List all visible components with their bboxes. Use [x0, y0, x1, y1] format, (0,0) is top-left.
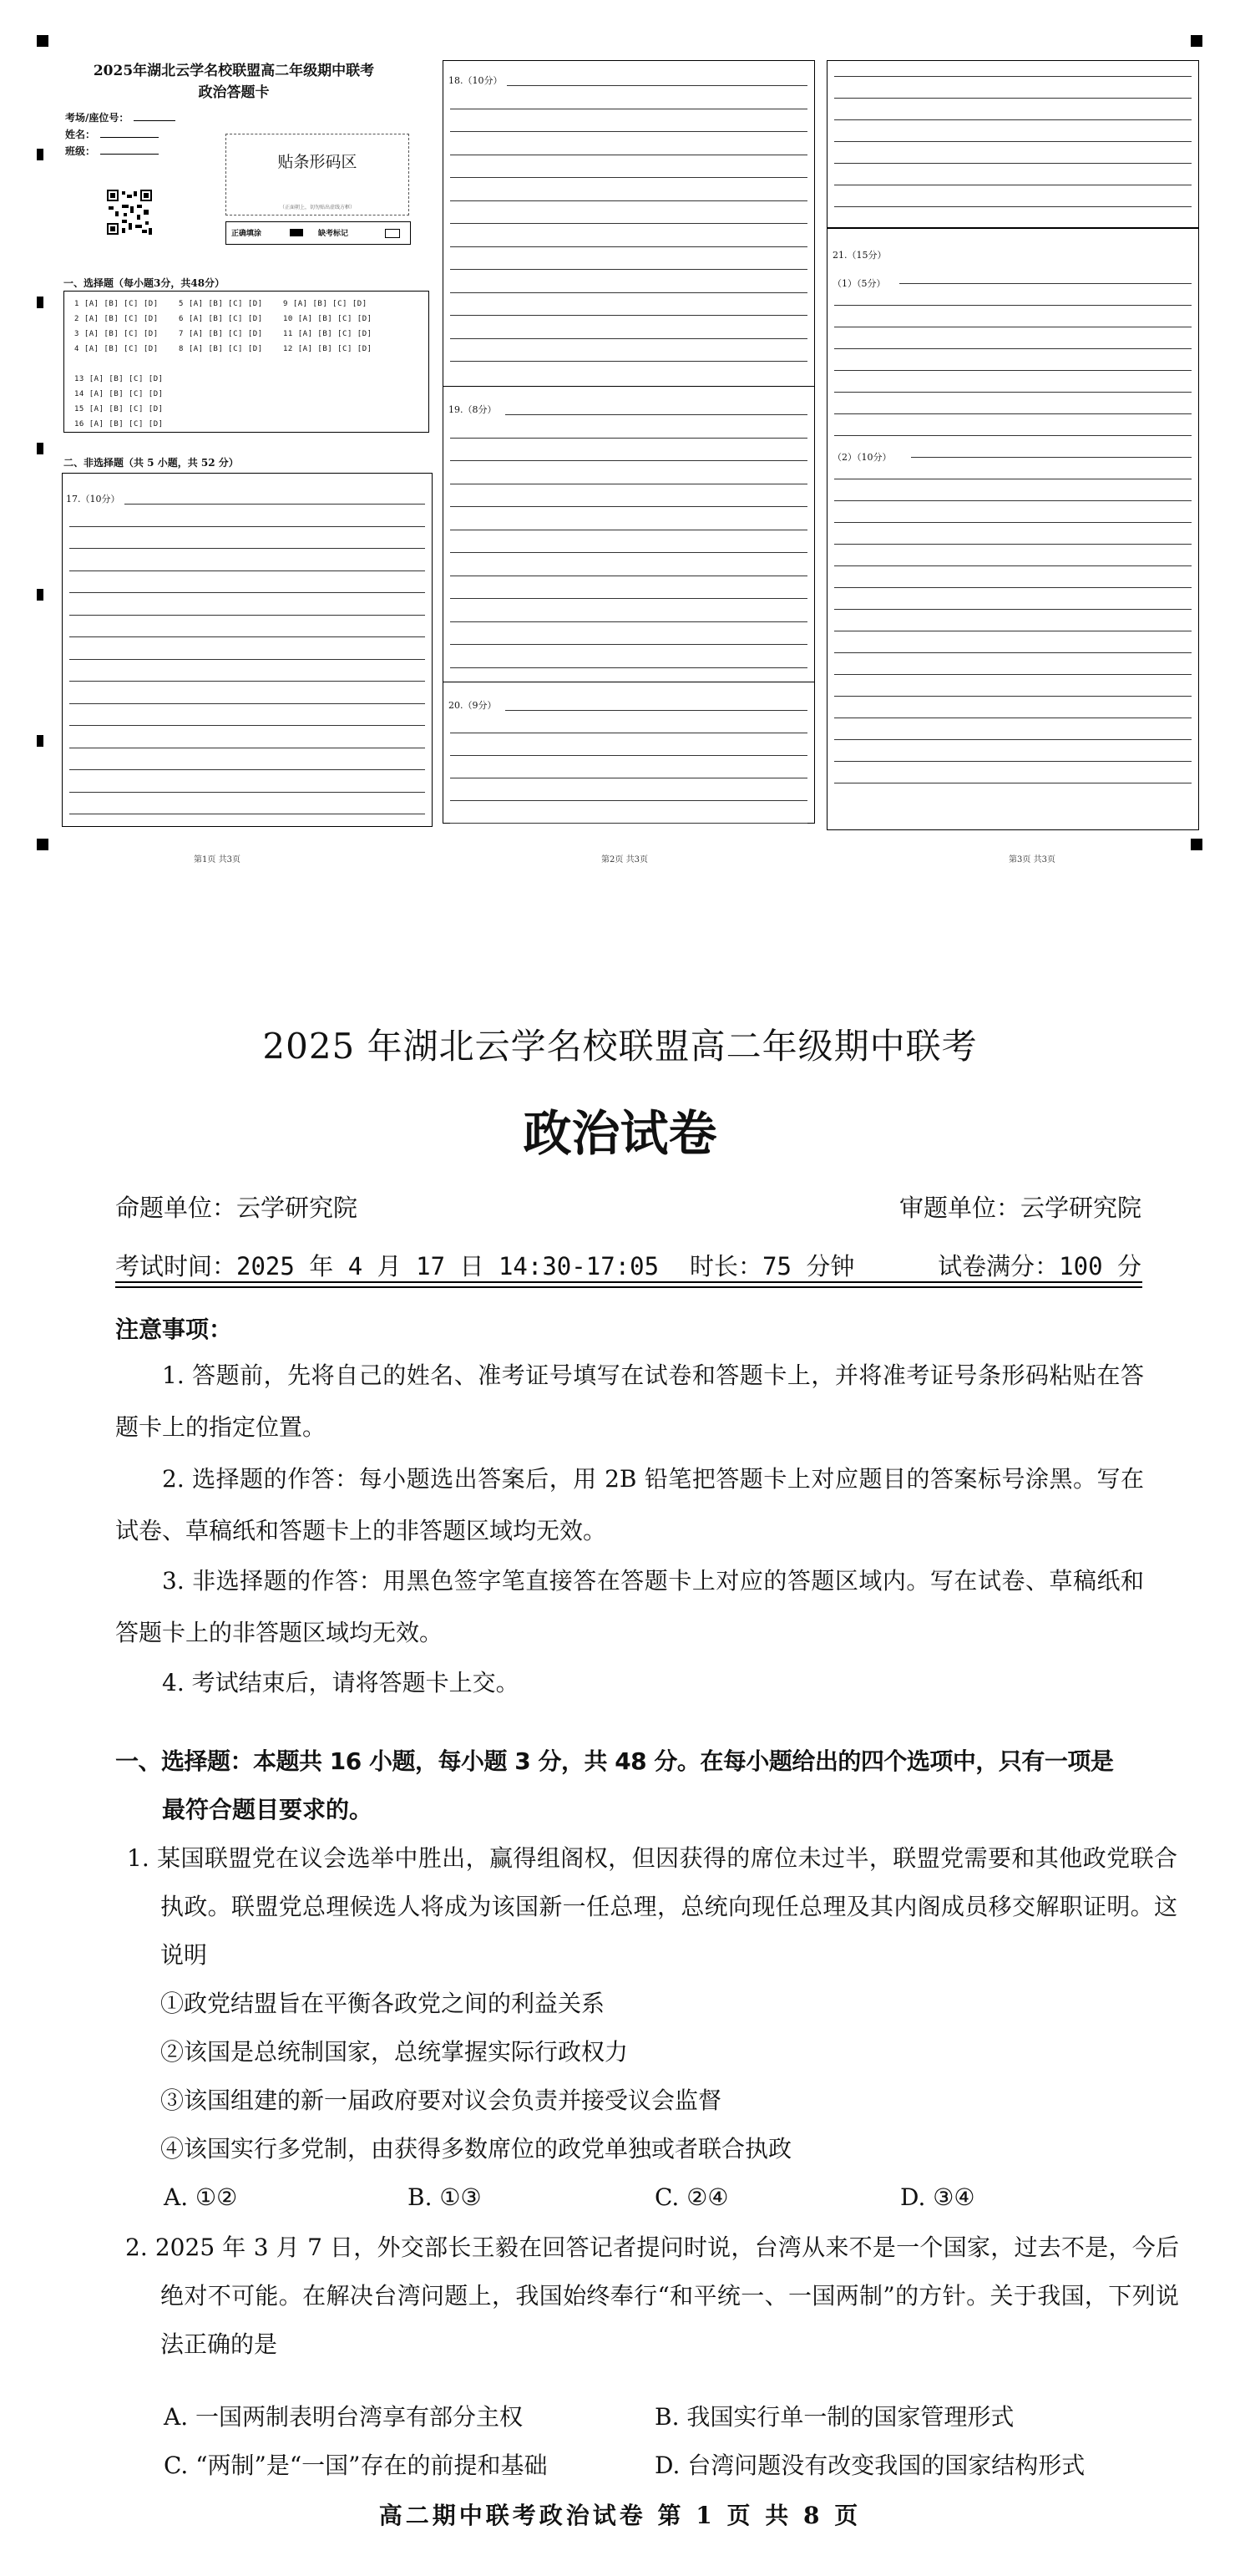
q21-2-label: （2）（10分）	[833, 452, 892, 463]
mc-answer-row[interactable]: 2 [A] [B] [C] [D]	[74, 315, 159, 323]
answer-line	[450, 598, 807, 599]
exam-page-footer: 高二期中联考政治试卷 第 1 页 共 8 页	[378, 2502, 862, 2529]
answer-line	[450, 338, 807, 339]
q18-label: 18.（10分）	[448, 75, 503, 86]
seat-field[interactable]	[65, 110, 175, 124]
answer-line	[69, 792, 425, 793]
answer-line	[450, 246, 807, 247]
answer-line	[450, 552, 807, 553]
registration-mark	[1191, 35, 1202, 47]
q2-stem: 2. 2025 年 3 月 7 日，外交部长王毅在回答记者提问时说，台湾从来不是一个国家，过去不是，今后绝对不可能。在解决台湾问题上，我国始终奉行“和平统一、一国两制”的方针。关于我国，下列说法正确的是	[125, 2234, 1179, 2358]
answer-line	[507, 85, 807, 86]
sheet-page2-footer: 第2页 共3页	[601, 855, 648, 865]
notes-heading: 注意事项：	[115, 1316, 233, 1343]
answer-line	[69, 703, 425, 704]
fill-missing-label: 缺考标记	[318, 230, 349, 238]
answer-line	[834, 392, 1192, 393]
answer-line	[834, 761, 1192, 762]
answer-line	[450, 131, 807, 132]
q1-item-3: ③该国组建的新一届政府要对议会负责并接受议会监督	[160, 2087, 722, 2114]
answer-line	[834, 413, 1192, 414]
registration-mark	[37, 35, 48, 47]
q19-label: 19.（8分）	[448, 404, 497, 415]
name-field[interactable]	[65, 127, 159, 141]
answer-line	[450, 644, 807, 645]
exam-full-score: 试卷满分：100 分	[938, 1252, 1141, 1280]
answer-line	[834, 141, 1192, 142]
answer-line	[69, 659, 425, 660]
timing-mark	[37, 149, 43, 160]
answer-line	[834, 739, 1192, 740]
answer-line	[834, 696, 1192, 697]
timing-mark	[37, 443, 43, 454]
answer-line	[834, 522, 1192, 523]
answer-line	[450, 177, 807, 178]
answer-line	[450, 361, 807, 362]
barcode-label: 贴条形码区	[277, 153, 357, 171]
q1-item-4: ④该国实行多党制，由获得多数席位的政党单独或者联合执政	[160, 2135, 792, 2163]
note-4: 4. 考试结束后，请将答题卡上交。	[162, 1669, 519, 1696]
mc-answer-row[interactable]: 15 [A] [B] [C] [D]	[74, 405, 164, 413]
registration-mark	[1191, 839, 1202, 850]
registration-mark	[37, 839, 48, 850]
fill-legend	[225, 221, 411, 245]
sheet-title	[50, 60, 418, 104]
answer-line	[834, 305, 1192, 306]
fill-correct-label: 正确填涂	[231, 230, 262, 238]
answer-line	[69, 681, 425, 682]
exam-title: 2025 年湖北云学名校联盟高二年级期中联考	[262, 1026, 978, 1067]
section1-line1: 一、选择题：本题共 16 小题，每小题 3 分，共 48 分。在每小题给出的四个选项中，只有一项是	[115, 1747, 1114, 1775]
answer-line	[450, 223, 807, 224]
answer-line	[505, 710, 807, 711]
q2-option-c[interactable]: C. “两制”是“一国”存在的前提和基础	[164, 2452, 548, 2479]
section1-heading	[115, 1737, 1144, 1834]
q1-option-a[interactable]: A. ①②	[164, 2183, 238, 2211]
answer-line	[834, 119, 1192, 120]
answer-line	[69, 570, 425, 571]
mc-answer-row[interactable]: 13 [A] [B] [C] [D]	[74, 375, 164, 383]
mc-answer-row[interactable]: 3 [A] [B] [C] [D]	[74, 330, 159, 338]
answer-line	[834, 652, 1192, 653]
mc-answer-row[interactable]: 16 [A] [B] [C] [D]	[74, 420, 164, 428]
answer-line	[69, 725, 425, 726]
answer-line	[69, 548, 425, 549]
answer-line	[505, 414, 807, 415]
q17-answer-box[interactable]	[62, 473, 433, 827]
q19-answer-box[interactable]	[443, 386, 814, 682]
header-rule	[115, 1281, 1142, 1283]
mc-answer-row[interactable]: 7 [A] [B] [C] [D]	[179, 330, 263, 338]
answer-line	[450, 621, 807, 622]
mc-answer-row[interactable]: 6 [A] [B] [C] [D]	[179, 315, 263, 323]
answer-line	[834, 500, 1192, 501]
mc-answer-row[interactable]: 14 [A] [B] [C] [D]	[74, 390, 164, 398]
answer-line	[69, 526, 425, 527]
mc-answer-row[interactable]: 4 [A] [B] [C] [D]	[74, 345, 159, 353]
header-rule	[115, 1286, 1142, 1288]
answer-line	[69, 592, 425, 593]
answer-line	[69, 769, 425, 770]
sheet-title-line2: 政治答题卡	[198, 84, 270, 101]
qr-code-icon	[107, 190, 152, 235]
answer-line	[124, 504, 425, 505]
answer-line	[69, 615, 425, 616]
q1-item-1: ①政党结盟旨在平衡各政党之间的利益关系	[160, 1990, 605, 2017]
q21-answer-box[interactable]	[827, 227, 1199, 830]
answer-line	[834, 76, 1192, 77]
answer-line	[834, 565, 1192, 566]
reviewer-unit: 审题单位：云学研究院	[898, 1194, 1141, 1222]
q17-label: 17.（10分）	[66, 494, 120, 505]
class-label: 班级：	[65, 145, 96, 157]
answer-line	[899, 283, 1192, 284]
mc-answer-row[interactable]: 9 [A] [B] [C] [D]	[283, 300, 367, 308]
barcode-note: （正面朝上，切勿贴出虚线方框）	[279, 205, 355, 210]
answer-line	[834, 348, 1192, 349]
q1-stem: 1. 某国联盟党在议会选举中胜出，赢得组阁权，但因获得的席位未过半，联盟党需要和其他政党联合执政。联盟党总理候选人将成为该国新一任总理，总统向现任总理及其内阁成员移交解职证明。这说明	[127, 1844, 1177, 1969]
mc-answer-row[interactable]: 10 [A] [B] [C] [D]	[283, 315, 372, 323]
mc-answer-row[interactable]: 5 [A] [B] [C] [D]	[179, 300, 263, 308]
setter-unit: 命题单位：云学研究院	[115, 1194, 358, 1222]
sheet-section2-heading: 二、非选择题（共 5 小题，共 52 分）	[63, 457, 239, 469]
q20-answer-box[interactable]	[443, 682, 814, 822]
q20-label: 20.（9分）	[448, 700, 497, 711]
q21-label: 21.（15分）	[833, 250, 887, 261]
answer-line	[834, 544, 1192, 545]
answer-line	[911, 457, 1192, 458]
exam-subject: 政治试卷	[523, 1105, 717, 1162]
q21-1-label: （1）（5分）	[833, 278, 886, 289]
sheet-page3-footer: 第3页 共3页	[1009, 855, 1055, 865]
seat-label: 考场/座位号：	[65, 112, 129, 124]
note-2: 2. 选择题的作答：每小题选出答案后，用 2B 铅笔把答题卡上对应题目的答案标号涂黑。写在试卷、草稿纸和答题卡上的非答题区域均无效。	[115, 1465, 1144, 1544]
answer-line	[450, 438, 807, 439]
sheet-title-line1: 2025年湖北云学名校联盟高二年级期中联考	[93, 63, 375, 79]
section1-line2: 最符合题目要求的。	[162, 1796, 373, 1823]
answer-line	[834, 370, 1192, 371]
class-field[interactable]	[65, 144, 159, 158]
page3-continuation-box[interactable]	[827, 60, 1199, 229]
missing-mark-icon[interactable]	[385, 229, 400, 238]
q2-option-a[interactable]: A. 一国两制表明台湾享有部分主权	[164, 2403, 524, 2431]
timing-mark	[37, 735, 43, 747]
mc-answer-row[interactable]: 8 [A] [B] [C] [D]	[179, 345, 263, 353]
filled-mark-icon	[290, 229, 303, 236]
note-3: 3. 非选择题的作答：用黑色签字笔直接答在答题卡上对应的答题区域内。写在试卷、草稿纸和答题卡上的非答题区域均无效。	[115, 1567, 1144, 1646]
answer-line	[450, 755, 807, 756]
q2-option-d[interactable]: D. 台湾问题没有改变我国的国家结构形式	[655, 2452, 1086, 2479]
answer-line	[450, 200, 807, 201]
answer-line	[450, 823, 807, 824]
answer-line	[834, 435, 1192, 436]
answer-line	[834, 674, 1192, 675]
answer-line	[450, 800, 807, 801]
answer-line	[450, 292, 807, 293]
q1-item-2: ②该国是总统制国家，总统掌握实际行政权力	[160, 2038, 629, 2066]
answer-line	[450, 315, 807, 316]
answer-line	[834, 163, 1192, 164]
sheet-page1-footer: 第1页 共3页	[194, 855, 240, 865]
exam-time: 考试时间：2025 年 4 月 17 日 14:30-17:05	[115, 1252, 660, 1280]
answer-line	[450, 506, 807, 507]
answer-line	[450, 667, 807, 668]
note-1: 1. 答题前，先将自己的姓名、准考证号填写在试卷和答题卡上，并将准考证号条形码粘贴在答题卡上的指定位置。	[115, 1362, 1144, 1441]
answer-line	[69, 636, 425, 637]
answer-line	[834, 609, 1192, 610]
barcode-area	[225, 134, 409, 216]
answer-line	[450, 460, 807, 461]
mc-answer-row[interactable]: 11 [A] [B] [C] [D]	[283, 330, 372, 338]
answer-line	[450, 269, 807, 270]
q1-option-c[interactable]: C. ②④	[655, 2183, 729, 2211]
mc-answer-row[interactable]: 1 [A] [B] [C] [D]	[74, 300, 159, 308]
q1-option-d[interactable]: D. ③④	[900, 2183, 975, 2211]
q2-option-b[interactable]: B. 我国实行单一制的国家管理形式	[655, 2403, 1015, 2431]
exam-duration: 时长：75 分钟	[690, 1252, 855, 1280]
sheet-section1-heading: 一、选择题（每小题3分，共48分）	[63, 277, 225, 289]
answer-line	[834, 587, 1192, 588]
answer-line	[834, 98, 1192, 99]
timing-mark	[37, 589, 43, 601]
mc-answer-row[interactable]: 12 [A] [B] [C] [D]	[283, 345, 372, 353]
name-label: 姓名：	[65, 129, 96, 140]
q18-answer-box[interactable]	[443, 60, 814, 386]
timing-mark	[37, 297, 43, 308]
answer-line	[834, 206, 1192, 207]
q1-option-b[interactable]: B. ①③	[407, 2183, 482, 2211]
mc-answer-box	[63, 291, 429, 433]
